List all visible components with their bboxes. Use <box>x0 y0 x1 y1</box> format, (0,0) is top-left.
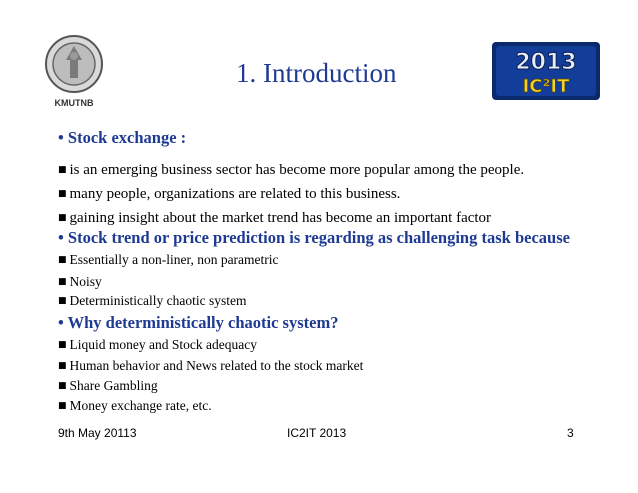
square-bullet-icon: ■ <box>58 381 67 391</box>
square-bullet-icon: ■ <box>58 296 67 306</box>
list-item: ■ is an emerging business sector has become more popular among the people. <box>58 162 525 178</box>
ic2it-logo <box>492 42 600 100</box>
section-heading-stock-exchange: • Stock exchange : <box>58 128 187 147</box>
list-item: ■ Share Gambling <box>58 378 158 393</box>
footer-page-number: 3 <box>567 426 574 440</box>
square-bullet-icon: ■ <box>58 361 67 371</box>
list-item: ■ Essentially a non-liner, non parametric <box>58 252 279 267</box>
footer-event: IC2IT 2013 <box>287 426 347 440</box>
list-item: ■ many people, organizations are related to this business. <box>58 186 401 202</box>
square-bullet-icon: ■ <box>58 213 67 223</box>
list-item: ■ gaining insight about the market trend has become an important factor <box>58 210 492 226</box>
list-item: ■ Human behavior and News related to the stock market <box>58 358 364 373</box>
list-item: ■ Noisy <box>58 274 102 289</box>
kmutnb-logo-text: KMUTNB <box>54 98 94 108</box>
slide-title: 1. Introduction <box>236 58 397 88</box>
square-bullet-icon: ■ <box>58 189 67 199</box>
list-item: ■ Money exchange rate, etc. <box>58 398 212 413</box>
square-bullet-icon: ■ <box>58 401 67 411</box>
square-bullet-icon: ■ <box>58 277 67 287</box>
square-bullet-icon: ■ <box>58 340 67 350</box>
section-heading-chaotic: • Why deterministically chaotic system? <box>58 313 339 332</box>
list-item: ■ Deterministically chaotic system <box>58 293 247 308</box>
svg-text:IC²IT: IC²IT <box>522 76 570 97</box>
list-item: ■ Liquid money and Stock adequacy <box>58 337 257 352</box>
kmutnb-logo <box>38 34 110 110</box>
svg-text:2013: 2013 <box>515 50 577 75</box>
square-bullet-icon: ■ <box>58 255 67 265</box>
section-heading-prediction: • Stock trend or price prediction is regarding as challenging task because <box>58 228 570 247</box>
footer-date: 9th May 20113 <box>58 426 137 440</box>
square-bullet-icon: ■ <box>58 165 67 175</box>
